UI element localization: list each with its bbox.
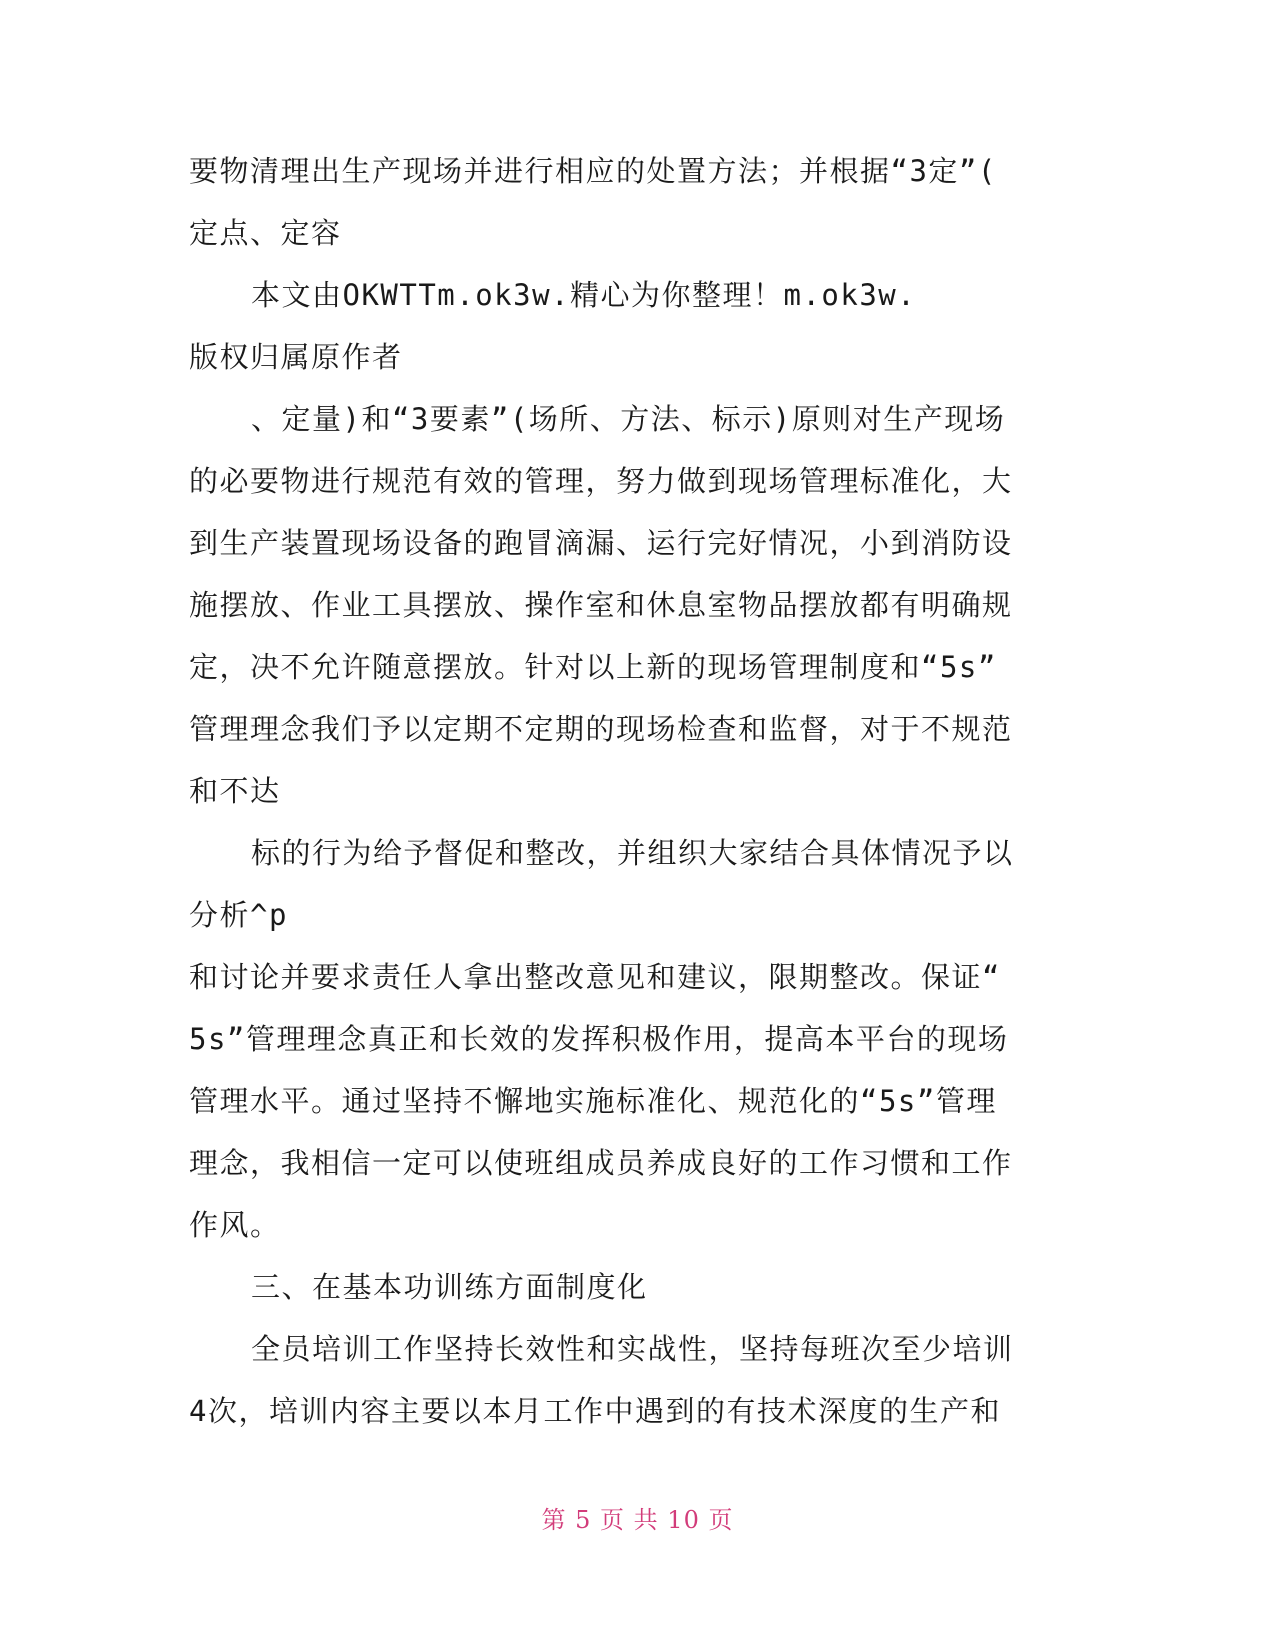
text-line: 标的行为给予督促和整改，并组织大家结合具体情况予以 <box>251 836 1014 870</box>
text-line: 全员培训工作坚持长效性和实战性，坚持每班次至少培训 <box>251 1332 1014 1366</box>
text-line: 到生产装置现场设备的跑冒滴漏、运行完好情况，小到消防设 <box>189 526 1013 560</box>
text-line: 作风。 <box>189 1208 281 1242</box>
text-line: 的必要物进行规范有效的管理，努力做到现场管理标准化，大 <box>189 464 1013 498</box>
text-line: 施摆放、作业工具摆放、操作室和休息室物品摆放都有明确规 <box>189 588 1013 622</box>
text-line: 5s”管理理念真正和长效的发挥积极作用，提高本平台的现场 <box>189 1022 1009 1056</box>
text-line: 管理水平。通过坚持不懈地实施标准化、规范化的“5s”管理 <box>189 1084 997 1118</box>
text-line: 本文由OKWTTm.ok3w.精心为你整理！m.ok3w. <box>251 278 917 312</box>
text-line: 4次，培训内容主要以本月工作中遇到的有技术深度的生产和 <box>189 1394 1001 1428</box>
text-line: 管理理念我们予以定期不定期的现场检查和监督，对于不规范 <box>189 712 1013 746</box>
text-line: 理念，我相信一定可以使班组成员养成良好的工作习惯和工作 <box>189 1146 1013 1180</box>
text-line: 三、在基本功训练方面制度化 <box>251 1270 648 1304</box>
text-line: 定点、定容 <box>189 216 342 250</box>
text-line: 和不达 <box>189 774 281 808</box>
page-number-footer: 第 5 页 共 10 页 <box>541 1506 734 1534</box>
text-line: 定，决不允许随意摆放。针对以上新的现场管理制度和“5s” <box>189 650 997 684</box>
document-body <box>189 140 1089 1442</box>
text-line: 和讨论并要求责任人拿出整改意见和建议，限期整改。保证“ <box>189 960 1001 994</box>
text-line: 分析^p <box>189 898 288 932</box>
text-line: 要物清理出生产现场并进行相应的处置方法；并根据“3定”( <box>189 154 997 188</box>
text-line: 版权归属原作者 <box>189 340 403 374</box>
text-line: 、定量)和“3要素”(场所、方法、标示)原则对生产现场 <box>251 402 1006 436</box>
